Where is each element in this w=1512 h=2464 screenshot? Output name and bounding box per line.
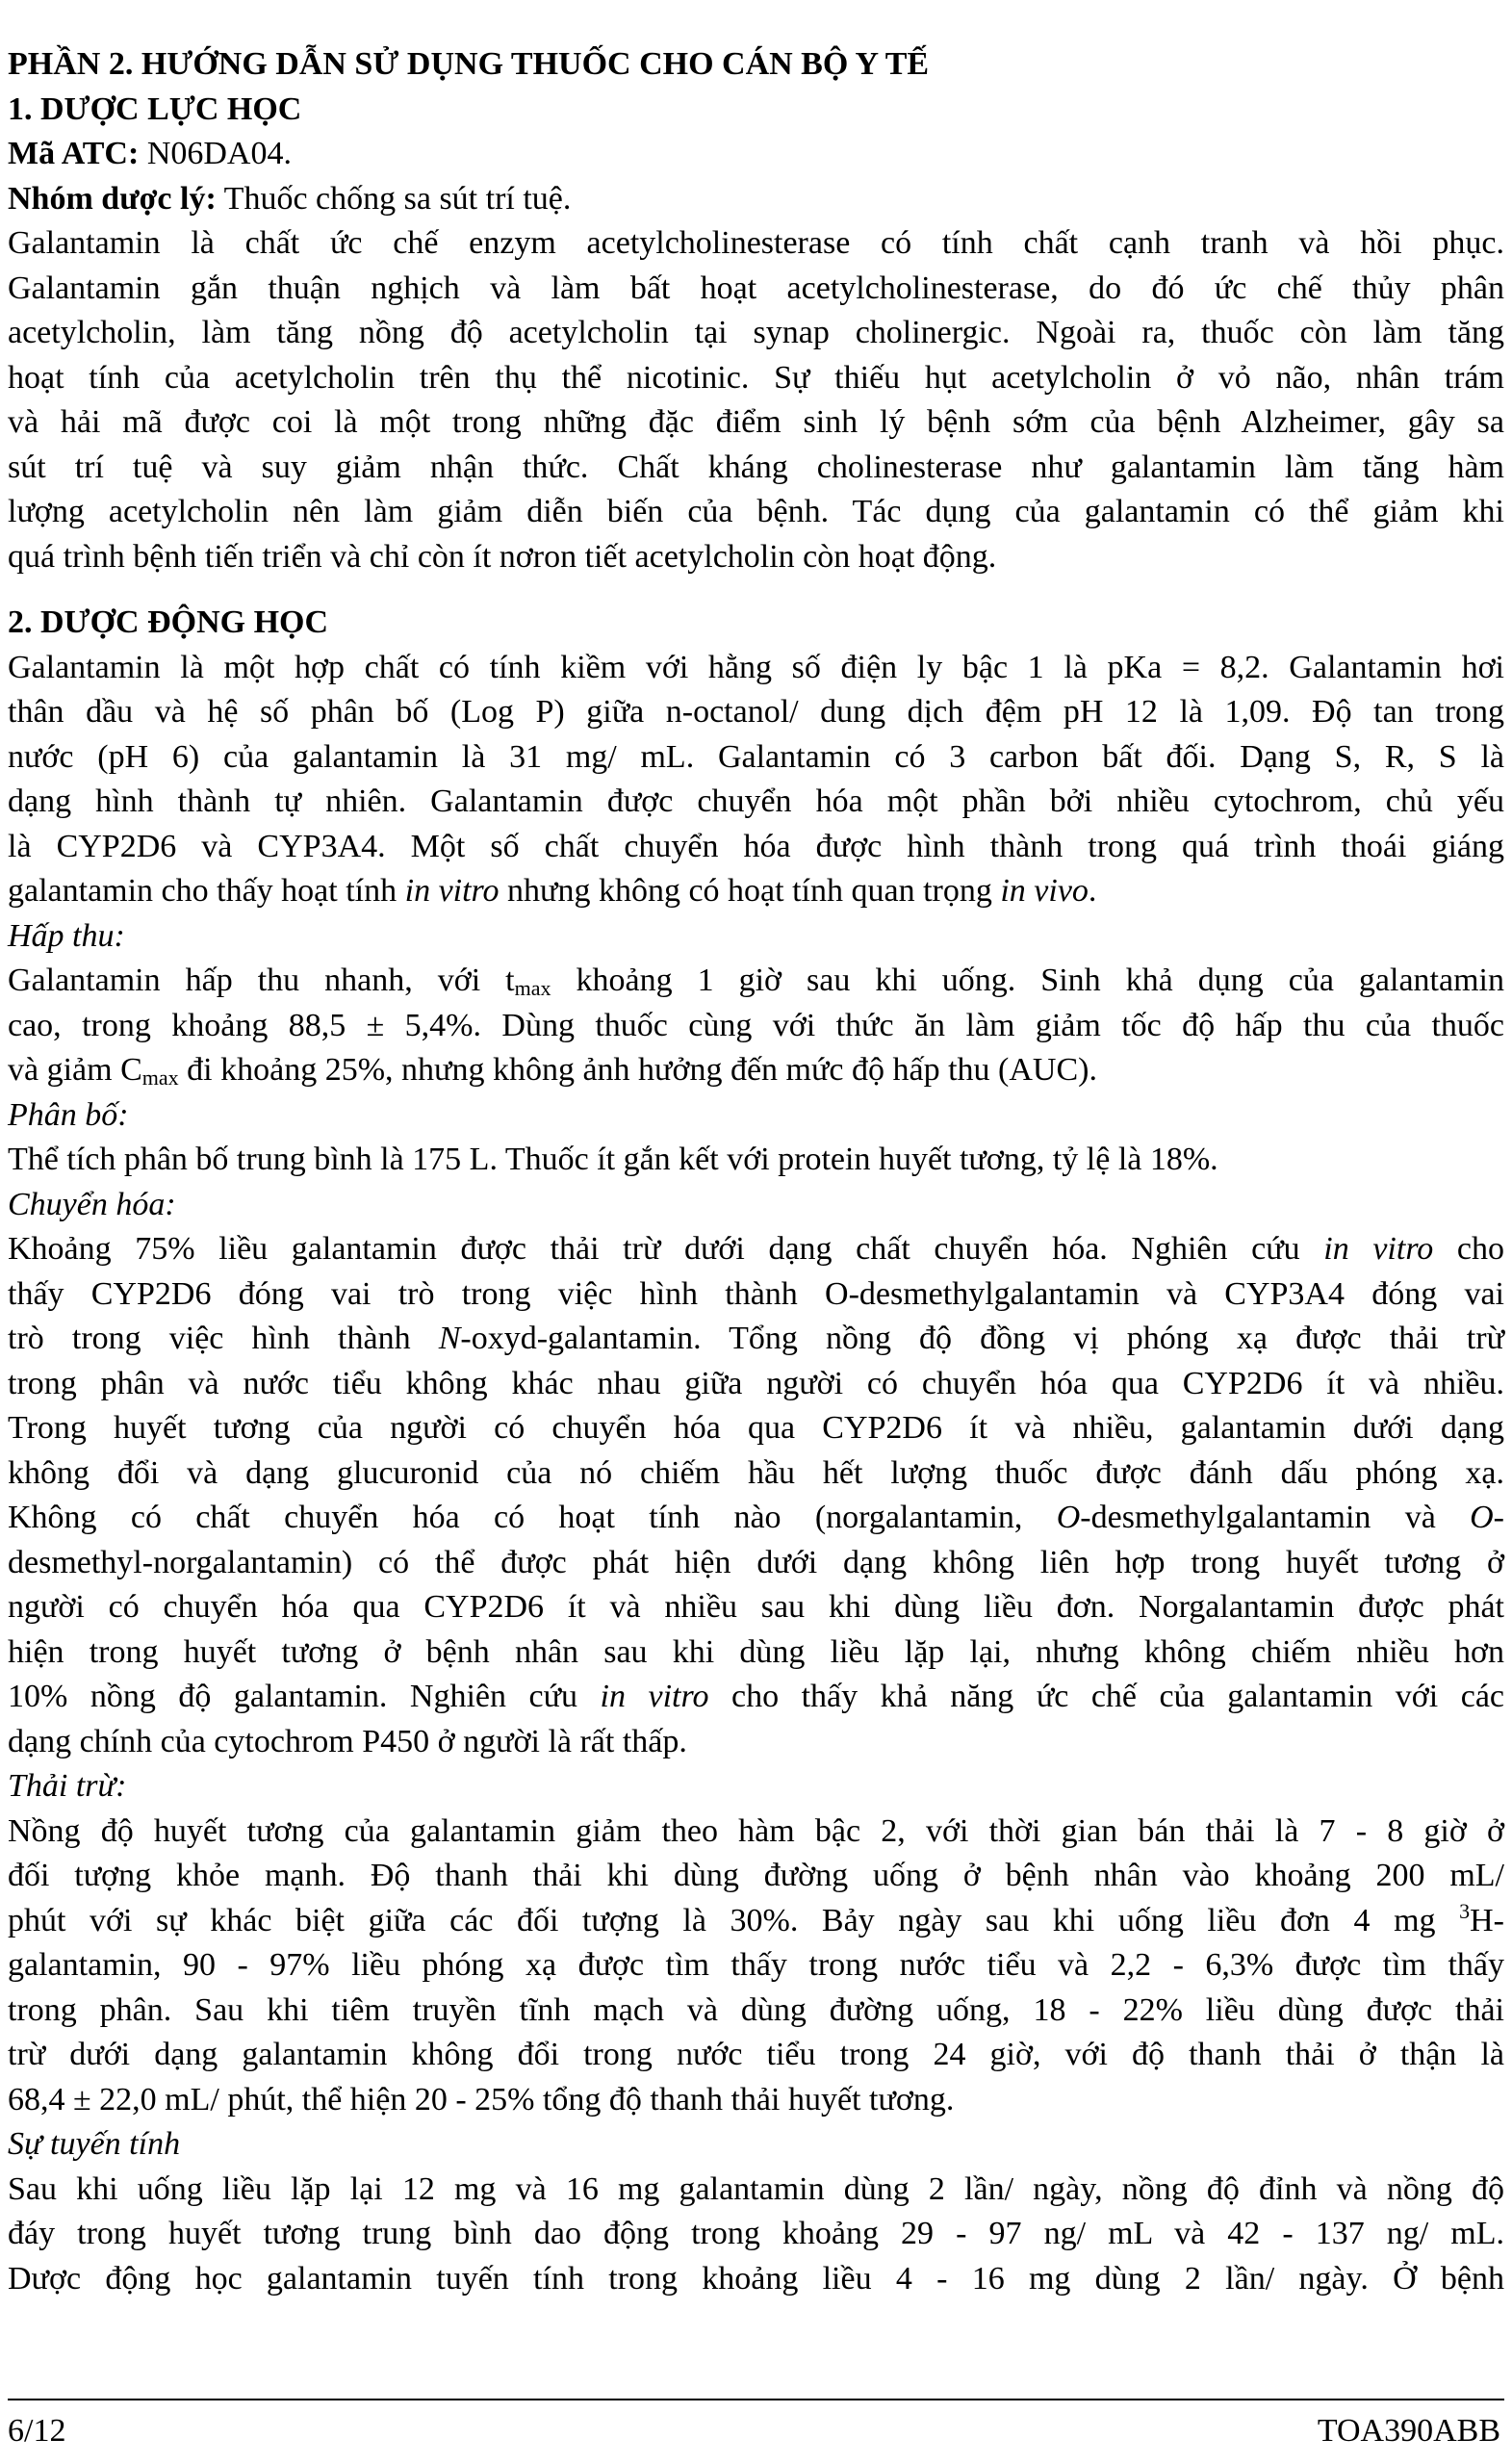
metabolism-subheading: Chuyển hóa: (8, 1186, 176, 1222)
metabolism-text: Khoảng 75% liều galantamin được thải trừ dưới dạng chất chuyển hóa. Nghiên cứu in vitro cho (8, 1231, 1505, 1267)
elimination-text: trong phân. Sau khi tiêm truyền tĩnh mạch và dùng đường uống, 18 - 22% liều dùng được thải (8, 1991, 1504, 2028)
metabolism-text: hiện trong huyết tương ở bệnh nhân sau khi dùng liều lặp lại, nhưng không chiếm nhiều hơn (8, 1633, 1504, 1670)
absorption-text: và giảm $C_{max}$ đi khoảng 25%, nhưng không ảnh hưởng đến mức độ hấp thu (AUC). (8, 1052, 1097, 1090)
page-footer (8, 2412, 1500, 2451)
metabolism-text: desmethyl-norgalantamin) có thể được phát hiện dưới dạng không liên hợp trong huyết tương ở (8, 1544, 1504, 1580)
absorption-subheading: Hấp thu: (8, 917, 125, 954)
elimination-text: đối tượng khỏe mạnh. Độ thanh thải khi dùng đường uống ở bệnh nhân vào khoảng 200 mL/ (8, 1858, 1504, 1893)
pharmacokinetics-text: galantamin cho thấy hoạt tính in vitro nhưng không có hoạt tính quan trọng in vivo. (8, 873, 1097, 909)
document-code: TOA390ABB (1317, 2413, 1500, 2449)
elimination-text: Nồng độ huyết tương của galantamin giảm theo hàm bậc 2, với thời gian bán thải là 7 - 8 giờ ở (8, 1812, 1504, 1849)
absorption-text: Galantamin hấp thu nhanh, với $t_{max}$ khoảng 1 giờ sau khi uống. Sinh khả dụng của galantamin (8, 962, 1504, 1000)
elimination-text: phút với sự khác biệt giữa các đối tượng là 30%. Bảy ngày sau khi uống liều đơn 4 mg $^3$H- (8, 1898, 1504, 1938)
pharmacodynamics-text: Galantamin gắn thuận nghịch và làm bất hoạt acetylcholinesterase, do đó ức chế thủy phân (8, 270, 1504, 306)
metabolism-text: 10% nồng độ galantamin. Nghiên cứu in vitro cho thấy khả năng ức chế của galantamin với các (8, 1679, 1504, 1714)
elimination-subheading: Thải trừ: (8, 1768, 127, 1804)
pharmacodynamics-text: hoạt tính của acetylcholin trên thụ thể nicotinic. Sự thiếu hụt acetylcholin ở vỏ não, nhân trám (8, 359, 1504, 396)
pharmacokinetics-text: thân dầu và hệ số phân bố (Log P) giữa n-octanol/ dung dịch đệm pH 12 là 1,09. Độ tan trong (8, 694, 1504, 730)
elimination-text: trừ dưới dạng galantamin không đổi trong nước tiểu trong 24 giờ, với độ thanh thải ở thận là (8, 2037, 1504, 2072)
document-page (8, 42, 1504, 2301)
metabolism-text: thấy CYP2D6 đóng vai trò trong việc hình thành O-desmethylgalantamin và CYP3A4 đóng vai (8, 1275, 1504, 1312)
pharmacodynamics-text: acetylcholin, làm tăng nồng độ acetylcholin tại synap cholinergic. Ngoài ra, thuốc còn làm tăng (8, 315, 1504, 350)
document-title: PHẦN 2. HƯỚNG DẪN SỬ DỤNG THUỐC CHO CÁN BỘ Y TẾ (8, 46, 930, 82)
linearity-text: Sau khi uống liều lặp lại 12 mg và 16 mg galantamin dùng 2 lần/ ngày, nồng độ đỉnh và nồng độ (8, 2170, 1504, 2207)
pharmacokinetics-text: dạng hình thành tự nhiên. Galantamin được chuyển hóa một phần bởi nhiều cytochrom, chủ yếu (8, 783, 1504, 819)
metabolism-text: dạng chính của cytochrom P450 ở người là rất thấp. (8, 1723, 687, 1759)
absorption-text: cao, trong khoảng 88,5 ± 5,4%. Dùng thuốc cùng với thức ăn làm giảm tốc độ hấp thu của thuốc (8, 1007, 1504, 1043)
distribution-subheading: Phân bố: (8, 1096, 129, 1133)
footer-divider (8, 2399, 1504, 2400)
section-spacer (8, 579, 1504, 601)
pharmacodynamics-text: lượng acetylcholin nên làm giảm diễn biến của bệnh. Tác dụng của galantamin có thể giảm khi (8, 494, 1504, 529)
pharmacokinetics-text: nước (pH 6) của galantamin là 31 mg/ mL. Galantamin có 3 carbon bất đối. Dạng S, R, S là (8, 738, 1504, 775)
linearity-text: Dược động học galantamin tuyến tính trong khoảng liều 4 - 16 mg dùng 2 lần/ ngày. Ở bệnh (8, 2260, 1504, 2297)
metabolism-text: trò trong việc hình thành N-oxyd-galantamin. Tổng nồng độ đồng vị phóng xạ được thải trừ (8, 1321, 1504, 1356)
pharmacokinetics-text: là CYP2D6 và CYP3A4. Một số chất chuyển hóa được hình thành trong quá trình thoái giáng (8, 828, 1504, 864)
metabolism-text: Không có chất chuyển hóa có hoạt tính nào (norgalantamin, O-desmethylgalantamin và O- (8, 1500, 1504, 1535)
metabolism-text: trong phân và nước tiểu không khác nhau giữa người có chuyển hóa qua CYP2D6 ít và nhiều. (8, 1365, 1504, 1401)
linearity-subheading: Sự tuyến tính (8, 2126, 181, 2162)
pharmacodynamics-text: và hải mã được coi là một trong những đặc điểm sinh lý bệnh sớm của bệnh Alzheimer, gây sa (8, 404, 1504, 440)
linearity-text: đáy trong huyết tương trung bình dao động trong khoảng 29 - 97 ng/ mL và 42 - 137 ng/ mL. (8, 2216, 1504, 2251)
pharmacodynamics-text: sút trí tuệ và suy giảm nhận thức. Chất kháng cholinesterase như galantamin làm tăng hàm (8, 449, 1504, 485)
pharmacodynamics-text: Galantamin là chất ức chế enzym acetylcholinesterase có tính chất cạnh tranh và hồi phục. (8, 225, 1504, 261)
page-number: 6/12 (8, 2413, 66, 2449)
distribution-text: Thể tích phân bố trung bình là 175 L. Thuốc ít gắn kết với protein huyết tương, tỷ lệ là 18%. (8, 1142, 1218, 1177)
atc-code-line: Mã ATC: N06DA04. (8, 136, 292, 171)
drug-group-line: Nhóm dược lý: Thuốc chống sa sút trí tuệ. (8, 180, 572, 217)
elimination-text: galantamin, 90 - 97% liều phóng xạ được tìm thấy trong nước tiểu và 2,2 - 6,3% được tìm thấy (8, 1947, 1504, 1983)
pharmacodynamics-text: quá trình bệnh tiến triển và chỉ còn ít nơron tiết acetylcholin còn hoạt động. (8, 538, 997, 575)
metabolism-text: Trong huyết tương của người có chuyển hóa qua CYP2D6 ít và nhiều, galantamin dưới dạng (8, 1410, 1504, 1446)
pharmacokinetics-text: Galantamin là một hợp chất có tính kiềm với hằng số điện ly bậc 1 là pKa = 8,2. Galantamin hơi (8, 649, 1504, 685)
elimination-text: 68,4 ± 22,0 mL/ phút, thể hiện 20 - 25% tổng độ thanh thải huyết tương. (8, 2081, 955, 2118)
metabolism-text: người có chuyển hóa qua CYP2D6 ít và nhiều sau khi dùng liều đơn. Norgalantamin được phát (8, 1589, 1504, 1625)
section-1-heading: 1. DƯỢC LỰC HỌC (8, 90, 302, 127)
section-2-heading: 2. DƯỢC ĐỘNG HỌC (8, 604, 329, 640)
metabolism-text: không đổi và dạng glucuronid của nó chiếm hầu hết lượng thuốc được đánh dấu phóng xạ. (8, 1454, 1504, 1491)
